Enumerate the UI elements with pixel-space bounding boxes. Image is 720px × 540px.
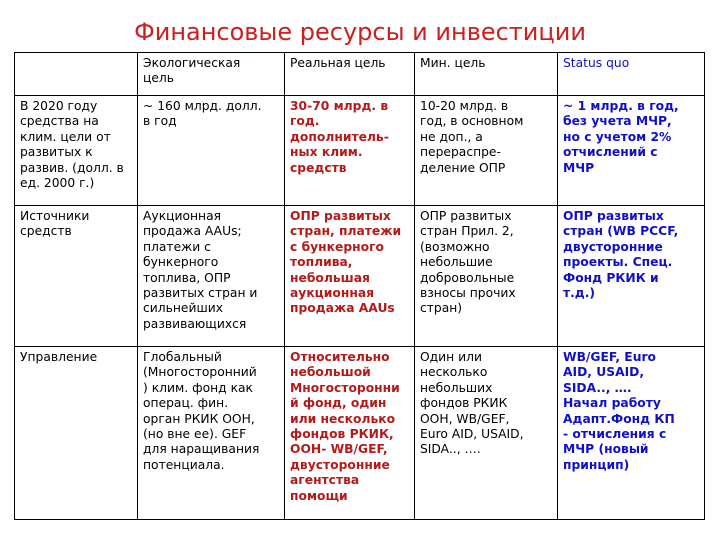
header-min-goal	[415, 53, 558, 96]
cell-status-quo-funding	[558, 96, 705, 206]
cell-min-funding	[415, 96, 558, 206]
cell-text: ~ 160 млрд. долл. в год	[143, 99, 262, 129]
cell-text: WB/GEF, Euro AID, USAID, SIDA.., …. Начал работу Адапт.Фонд КП - отчисления с МЧР (новый принцип)	[563, 350, 675, 472]
row-label-sources	[15, 206, 138, 347]
table-row	[15, 206, 705, 347]
cell-text: ~ 1 млрд. в год, без учета МЧР, но с учетом 2% отчислений с МЧР	[563, 99, 679, 175]
cell-ecological-sources	[138, 206, 285, 347]
cell-text: Глобальный (Многосторонний ) клим. фонд как операц. фин. орган РКИК ООН, (но вне ее). GEF для наращивания потенциала.	[143, 350, 260, 472]
row-label-text: Источники средств	[20, 209, 90, 239]
table-header-row	[15, 53, 705, 96]
header-real-goal	[285, 53, 415, 96]
header-status-quo	[558, 53, 705, 96]
cell-ecological-funding	[138, 96, 285, 206]
cell-real-management	[285, 347, 415, 520]
cell-text: Аукционная продажа AAUs; платежи с бункерного топлива, ОПР развитых стран и сильнейших развивающихся	[143, 209, 258, 331]
cell-text: ОПР развитых стран (WB PCCF, двусторонние проекты. Спец. Фонд РКИК и т.д.)	[563, 209, 679, 301]
table-row	[15, 347, 705, 520]
cell-text: 10-20 млрд. в год, в основном не доп., а перераспре- деление ОПР	[420, 99, 524, 175]
header-real-goal-label: Реальная цель	[290, 56, 386, 70]
cell-min-sources	[415, 206, 558, 347]
row-label-management	[15, 347, 138, 520]
header-status-quo-label: Status quo	[563, 56, 630, 70]
header-ecological-goal	[138, 53, 285, 96]
cell-real-sources	[285, 206, 415, 347]
cell-text: ОПР развитых стран, платежи с бункерного топлива, небольшая аукционная продажа AAUs	[290, 209, 402, 316]
cell-status-quo-management	[558, 347, 705, 520]
cell-text: 30-70 млрд. в год. дополнитель- ных клим. средств	[290, 99, 389, 175]
cell-status-quo-sources	[558, 206, 705, 347]
cell-text: ОПР развитых стран Прил. 2, (возможно небольшие добровольные взносы прочих стран)	[420, 209, 516, 316]
row-label-funding-2020	[15, 96, 138, 206]
cell-min-management	[415, 347, 558, 520]
cell-text: Один или несколько небольших фондов РКИК ООН, WB/GEF, Euro AID, USAID, SIDA.., ….	[420, 350, 524, 457]
resources-table	[14, 52, 705, 520]
row-label-text: В 2020 году средства на клим. цели от развитых к развив. (долл. в ед. 2000 г.)	[20, 99, 124, 191]
table-row	[15, 96, 705, 206]
header-ecological-goal-label: Экологическая цель	[143, 56, 241, 86]
slide-title: Финансовые ресурсы и инвестиции	[134, 18, 586, 46]
header-min-goal-label: Мин. цель	[420, 56, 486, 70]
row-label-text: Управление	[20, 350, 98, 364]
cell-text: Относительно небольшой Многосторонни й фонд, один или несколько фондов РКИК, ООН- WB/GEF, двусторонние агентства помощи	[290, 350, 400, 503]
cell-ecological-management	[138, 347, 285, 520]
cell-real-funding	[285, 96, 415, 206]
header-corner-cell	[15, 53, 138, 96]
